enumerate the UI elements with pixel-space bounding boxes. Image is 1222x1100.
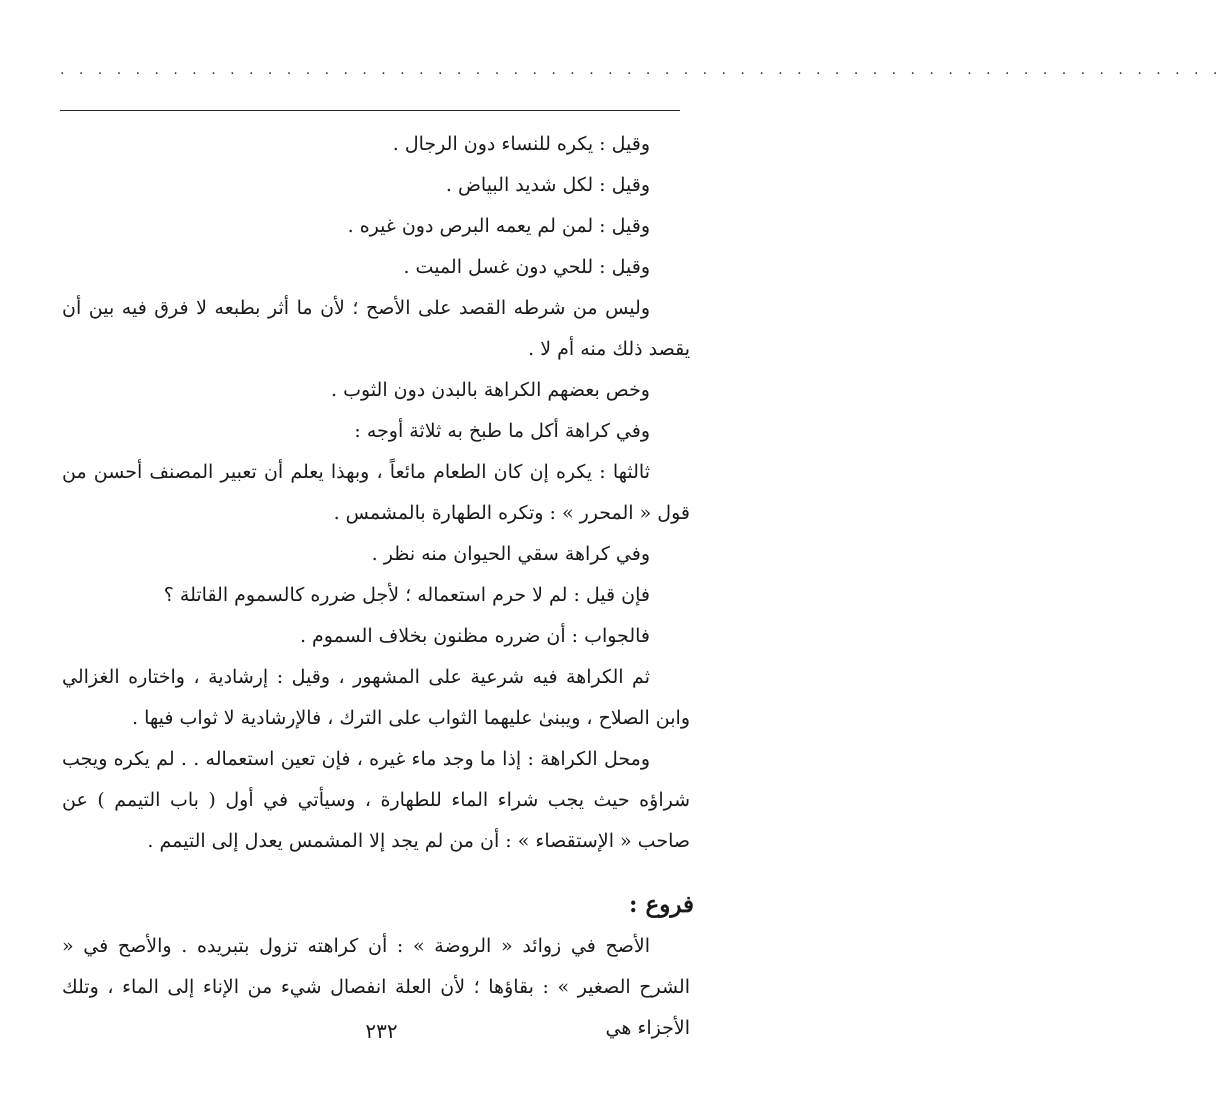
header-rule bbox=[60, 110, 680, 111]
paragraph: فإن قيل : لم لا حرم استعماله ؛ لأجل ضرره كالسموم القاتلة ؟ bbox=[163, 584, 650, 606]
paragraph: وفي كراهة سقي الحيوان منه نظر . bbox=[371, 543, 650, 565]
page-number: ٢٣٢ bbox=[365, 1019, 398, 1043]
paragraph: ثالثها : يكره إن كان الطعام مائعاً ، وبهذا يعلم أن تعبير المصنف أحسن من قول « المحرر » : وتكره الطهارة بالمشمس . bbox=[62, 461, 690, 524]
paragraph: وليس من شرطه القصد على الأصح ؛ لأن ما أثر بطبعه لا فرق فيه بين أن يقصد ذلك منه أم لا . bbox=[62, 297, 690, 360]
paragraph: الأصح في زوائد « الروضة » : أن كراهته تزول بتبريده . والأصح في « الشرح الصغير » : بقاؤها ؛ لأن العلة انفصال شيء من الإناء إلى الماء ، وتلك الأجزاء هي bbox=[62, 935, 690, 1039]
paragraph: وقيل : يكره للنساء دون الرجال . bbox=[392, 133, 650, 155]
section-heading: فروع : bbox=[628, 891, 694, 918]
paragraph: فالجواب : أن ضرره مظنون بخلاف السموم . bbox=[299, 625, 650, 647]
paragraph: وقيل : لمن لم يعمه البرص دون غيره . bbox=[347, 215, 650, 237]
paragraph: وقيل : لكل شديد البياض . bbox=[445, 174, 650, 196]
main-text bbox=[62, 124, 690, 862]
header-dotted-line: . . . . . . . . . . . . . . . . . . . . . . . . . . . . . . . . . . . . . . . . . . . . . . . . . . . . . . . . . . . . . . bbox=[60, 62, 1222, 78]
paragraph: ومحل الكراهة : إذا ما وجد ماء غيره ، فإن تعين استعماله . . لم يكره ويجب شراؤه حيث يجب شراء الماء للطهارة ، وسيأتي في أول ( باب التيمم ) عن صاحب « الإستقصاء » : أن من لم يجد إلا المشمس يعدل إلى التيمم . bbox=[62, 748, 690, 852]
paragraph: ثم الكراهة فيه شرعية على المشهور ، وقيل : إرشادية ، واختاره الغزالي وابن الصلاح ، ويبنىٰ عليهما الثواب على الترك ، فالإرشادية لا ثواب فيها . bbox=[62, 666, 690, 729]
paragraph: وخص بعضهم الكراهة بالبدن دون الثوب . bbox=[331, 379, 650, 401]
paragraph: وفي كراهة أكل ما طبخ به ثلاثة أوجه : bbox=[354, 420, 650, 442]
paragraph: وقيل : للحي دون غسل الميت . bbox=[403, 256, 650, 278]
